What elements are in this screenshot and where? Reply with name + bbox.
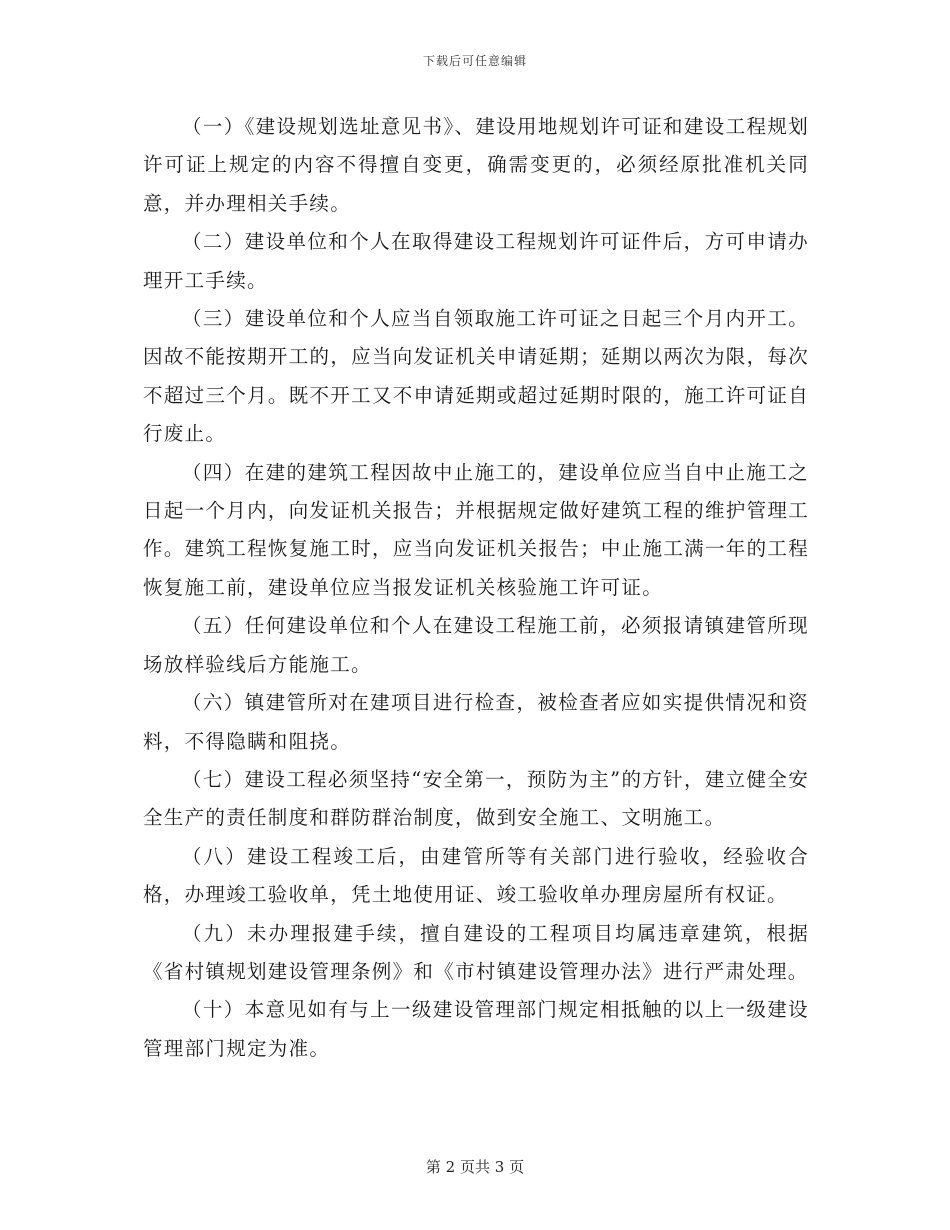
page-header: 下载后可任意编辑 — [422, 54, 527, 68]
clause-6: （六）镇建管所对在建项目进行检查，被检查者应如实提供情况和资料，不得隐瞒和阻挠。 — [143, 691, 809, 753]
clause-10: （十）本意见如有与上一级建设管理部门规定相抵触的以上一级建设管理部门规定为准。 — [143, 998, 809, 1060]
clause-7: （七）建设工程必须坚持“安全第一，预防为主”的方针，建立健全安全生产的责任制度和群防群治制度，做到安全施工、文明施工。 — [143, 767, 809, 830]
clause-1: （一）《建设规划选址意见书》、建设用地规划许可证和建设工程规划许可证上规定的内容不得擅自变更，确需变更的，必须经原批准机关同意，并办理相关手续。 — [143, 115, 809, 215]
clause-2: （二）建设单位和个人在取得建设工程规划许可证件后，方可申请办理开工手续。 — [143, 230, 809, 292]
document-body — [143, 108, 809, 1068]
clause-8: （八）建设工程竣工后，由建管所等有关部门进行验收，经验收合格，办理竣工验收单，凭土地使用证、竣工验收单办理房屋所有权证。 — [143, 844, 809, 907]
clause-5: （五）任何建设单位和个人在建设工程施工前，必须报请镇建管所现场放样验线后方能施工。 — [143, 614, 809, 676]
clause-3: （三）建设单位和个人应当自领取施工许可证之日起三个月内开工。因故不能按期开工的，应当向发证机关申请延期；延期以两次为限，每次不超过三个月。既不开工又不申请延期或超过延期时限的，施工许可证自行废止。 — [143, 307, 809, 446]
clause-9: （九）未办理报建手续，擅自建设的工程项目均属违章建筑，根据《省村镇规划建设管理条例》和《市村镇建设管理办法》进行严肃处理。 — [143, 921, 809, 983]
clause-4: （四）在建的建筑工程因故中止施工的，建设单位应当自中止施工之日起一个月内，向发证机关报告；并根据规定做好建筑工程的维护管理工作。建筑工程恢复施工时，应当向发证机关报告；中止施工满一年的工程恢复施工前，建设单位应当报发证机关核验施工许可证。 — [143, 460, 809, 599]
page-number: 第 2 页共 3 页 — [425, 1158, 525, 1176]
